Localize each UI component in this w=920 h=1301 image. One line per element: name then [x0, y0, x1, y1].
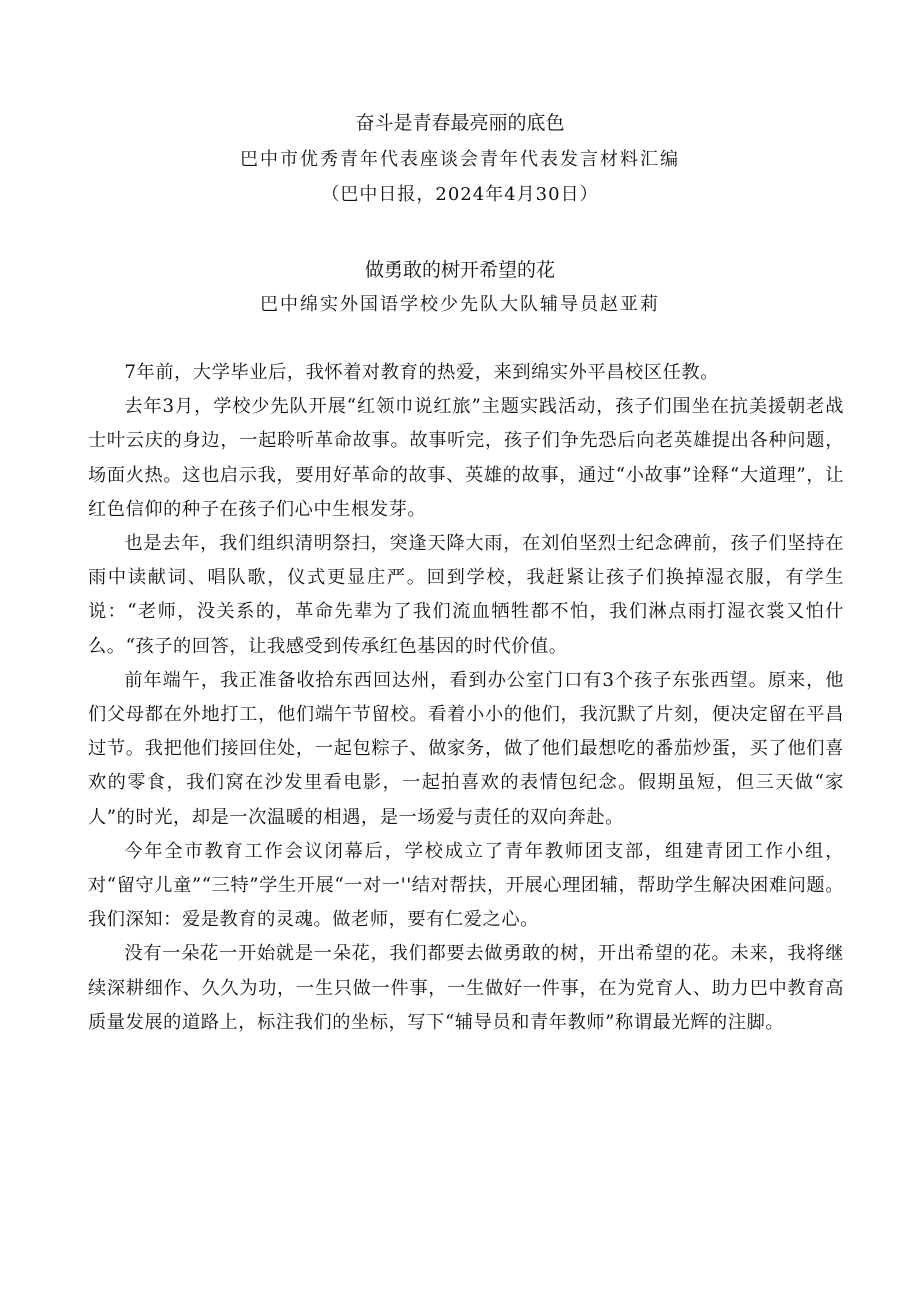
article-author: 巴中绵实外国语学校少先队大队辅导员赵亚莉: [260, 294, 660, 315]
document-source: （巴中日报，2024年4月30日）: [321, 184, 599, 205]
document-subtitle: 巴中市优秀青年代表座谈会青年代表发言材料汇编: [240, 149, 680, 170]
paragraph: 今年全市教育工作会议闭幕后，学校成立了青年教师团支部，组建青团工作小组，对“留守儿童”“三特”学生开展“一对一''结对帮扶，开展心理团辅，帮助学生解决困难问题。我们深知：爱是教育的灵魂。做老师，要有仁爱之心。: [88, 840, 844, 931]
document-title: 奋斗是青春最亮丽的底色: [355, 112, 565, 134]
paragraph: 没有一朵花一开始就是一朵花，我们都要去做勇敢的树，开出希望的花。未来，我将继续深耕细作、久久为功，一生只做一件事，一生做好一件事，在为党育人、助力巴中教育高质量发展的道路上，标注我们的坐标，写下“辅导员和青年教师”称谓最光辉的注脚。: [88, 943, 844, 1033]
paragraph: 7年前，大学毕业后，我怀着对教育的热爱，来到绵实外平昌校区任教。: [124, 362, 719, 383]
article-title: 做勇敢的树开希望的花: [364, 259, 555, 281]
paragraph: 去年3月，学校少先队开展“红领巾说红旅”主题实践活动，孩子们围坐在抗美援朝老战士叶云庆的身边，一起聆听革命故事。故事听完，孩子们争先恐后向老英雄提出各种问题，场面火热。这也启示我，要用好革命的故事、英雄的故事，通过“小故事”诠释“大道理”，让红色信仰的种子在孩子们心中生根发芽。: [88, 396, 844, 520]
article-body: [88, 356, 844, 1040]
paragraph: 也是去年，我们组织清明祭扫，突逢天降大雨，在刘伯坚烈士纪念碑前，孩子们坚持在雨中读献词、唱队歌，仪式更显庄严。回到学校，我赶紧让孩子们换掉湿衣服，有学生说：“老师，没关系的，革命先辈为了我们流血牺牲都不怕，我们淋点雨打湿衣裳又怕什么。“孩子的回答，让我感受到传承红色基因的时代价值。: [88, 533, 844, 657]
paragraph: 前年端午，我正准备收拾东西回达州，看到办公室门口有3个孩子东张西望。原来，他们父母都在外地打工，他们端午节留校。看着小小的他们，我沉默了片刻，便决定留在平昌过节。我把他们接回住处，一起包粽子、做家务，做了他们最想吃的番茄炒蛋，买了他们喜欢的零食，我们窝在沙发里看电影，一起拍喜欢的表情包纪念。假期虽短，但三天做“家人”的时光，却是一次温暖的相遇，是一场爱与责任的双向奔赴。: [88, 669, 844, 828]
